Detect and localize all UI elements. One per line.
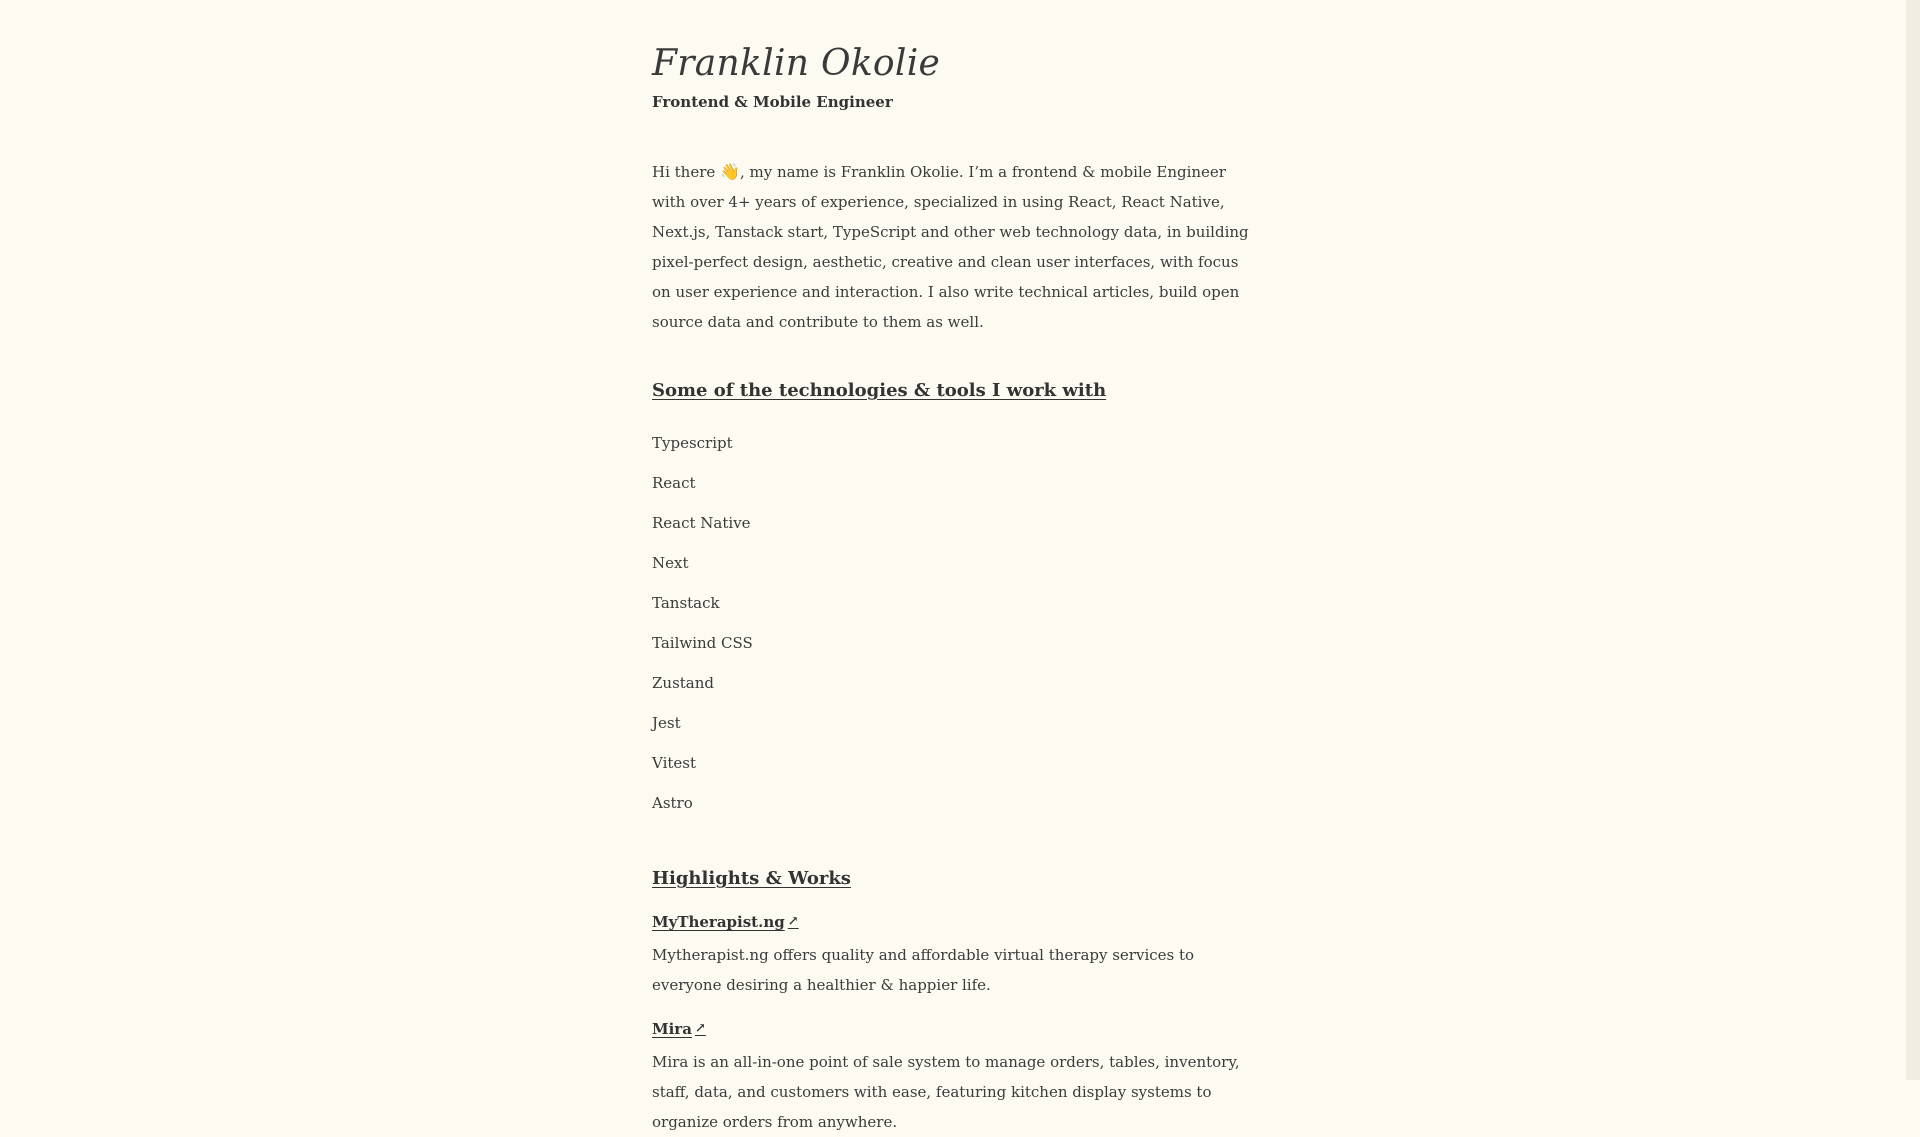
intro-paragraph: [652, 157, 1252, 337]
list-item: React: [652, 474, 696, 492]
list-item: Jest: [652, 714, 681, 732]
technologies-heading: Some of the technologies & tools I work with: [652, 380, 1107, 401]
list-item: React Native: [652, 514, 751, 532]
external-link-icon: ↗: [694, 1021, 706, 1036]
list-item: Tanstack: [652, 594, 720, 612]
external-link-icon: ↗: [787, 914, 799, 929]
intro-greeting: Hi there: [652, 163, 716, 181]
scrollbar[interactable]: [1906, 0, 1920, 1080]
intro-text: , my name is Franklin Okolie. I’m a frontend & mobile Engineer with over 4+ years of experience, specialized in using React, React Native, Next.js, Tanstack start, TypeScript and other web technology data, in building pixel-perfect design, aesthetic, creative and clean user interfaces, with focus on user experience and interaction. I also write technical articles, build open source data and contribute to them as well.: [652, 163, 1249, 331]
work-description: Mira is an all-in-one point of sale system to manage orders, tables, inventory, staff, data, and customers with ease, featuring kitchen display systems to organize orders from anywhere.: [652, 1053, 1240, 1131]
works-heading: Highlights & Works: [652, 868, 851, 889]
list-item: Vitest: [652, 754, 696, 772]
work-item-mytherapist: [652, 911, 1252, 1000]
list-item: Astro: [652, 794, 693, 812]
work-item-mira: [652, 1018, 1252, 1137]
list-item: Zustand: [652, 674, 715, 692]
list-item: Typescript: [652, 434, 733, 452]
waving-hand-icon: 👋: [720, 162, 740, 181]
mira-link[interactable]: [652, 1018, 706, 1040]
list-item: Tailwind CSS: [652, 634, 753, 652]
page-title: Franklin Okolie: [652, 43, 941, 84]
work-title: Mira: [652, 1020, 692, 1038]
main-content: [652, 40, 1252, 1137]
mytherapist-link[interactable]: [652, 911, 799, 933]
subtitle-role: Frontend & Mobile Engineer: [652, 93, 893, 111]
technologies-list: [652, 423, 1252, 823]
work-description: Mytherapist.ng offers quality and affordable virtual therapy services to everyone desiring a healthier & happier life.: [652, 946, 1195, 994]
list-item: Next: [652, 554, 689, 572]
work-title: MyTherapist.ng: [652, 913, 785, 931]
